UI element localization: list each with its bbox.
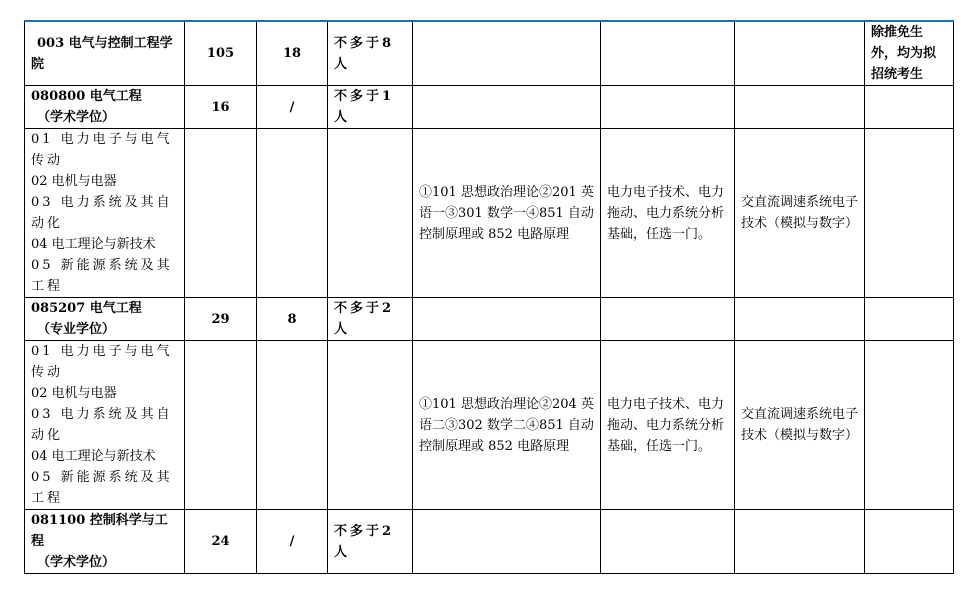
- remark-cell: 除推免生外，均为拟招统考生: [865, 21, 954, 86]
- empty-cell: [185, 341, 257, 510]
- degree-type: （学术学位）: [37, 555, 116, 570]
- exam-subjects-cell: ①101 思想政治理论②204 英语二③302 数学二④851 自动控制原理或 852 电路原理: [413, 341, 601, 510]
- empty-cell: [601, 86, 735, 129]
- empty-cell: [735, 298, 865, 341]
- direction-item: 01 电力电子与电气传动: [31, 344, 173, 380]
- cross-discipline-cell: 不多于8人: [328, 21, 413, 86]
- empty-cell: [257, 341, 328, 510]
- cross-discipline-cell: 不多于1人: [328, 86, 413, 129]
- empty-cell: [735, 510, 865, 574]
- directions-cell: [25, 341, 185, 510]
- empty-cell: [865, 129, 954, 298]
- major-code-name: 080800 电气工程: [31, 89, 142, 104]
- total-cell: 105: [185, 21, 257, 86]
- major-row: [25, 298, 954, 341]
- direction-item: 02 电机与电器: [31, 386, 117, 401]
- major-code-name: 081100 控制科学与工程: [31, 513, 168, 549]
- total-cell: 24: [185, 510, 257, 574]
- empty-cell: [601, 298, 735, 341]
- major-code-name: 085207 电气工程: [31, 301, 142, 316]
- cross-discipline-cell: 不多于2人: [328, 298, 413, 341]
- cross-discipline-cell: 不多于2人: [328, 510, 413, 574]
- empty-cell: [413, 510, 601, 574]
- direction-item: 03 电力系统及其自动化: [31, 195, 173, 231]
- equivalent-subjects-cell: 交直流调速系统电子技术（模拟与数字）: [735, 341, 865, 510]
- major-name-cell: [25, 86, 185, 129]
- recommended-cell: 18: [257, 21, 328, 86]
- major-name-cell: [25, 298, 185, 341]
- retest-subjects-cell: [601, 21, 735, 86]
- directions-row: [25, 129, 954, 298]
- recommended-cell: 8: [257, 298, 328, 341]
- exam-subjects-cell: [413, 21, 601, 86]
- empty-cell: [865, 86, 954, 129]
- recommended-cell: /: [257, 510, 328, 574]
- college-name: 003 电气与控制工程学院: [31, 35, 173, 72]
- direction-item: 04 电工理论与新技术: [31, 449, 156, 464]
- empty-cell: [865, 298, 954, 341]
- exam-subjects-cell: ①101 思想政治理论②201 英语一③301 数学一④851 自动控制原理或 852 电路原理: [413, 129, 601, 298]
- empty-cell: [257, 129, 328, 298]
- empty-cell: [735, 86, 865, 129]
- major-row: [25, 86, 954, 129]
- empty-cell: [328, 341, 413, 510]
- direction-item: 03 电力系统及其自动化: [31, 407, 173, 443]
- college-row: [25, 21, 954, 86]
- total-cell: 16: [185, 86, 257, 129]
- degree-type: （专业学位）: [37, 322, 116, 337]
- empty-cell: [185, 129, 257, 298]
- empty-cell: [865, 341, 954, 510]
- directions-cell: [25, 129, 185, 298]
- empty-cell: [865, 510, 954, 574]
- equivalent-subjects-cell: [735, 21, 865, 86]
- direction-item: 05 新能源系统及其工程: [31, 258, 173, 294]
- admissions-table: [24, 20, 954, 574]
- retest-subjects-cell: 电力电子技术、电力拖动、电力系统分析基础，任选一门。: [601, 341, 735, 510]
- direction-item: 04 电工理论与新技术: [31, 237, 156, 252]
- empty-cell: [413, 86, 601, 129]
- college-name-cell: [25, 21, 185, 86]
- total-cell: 29: [185, 298, 257, 341]
- degree-type: （学术学位）: [37, 110, 116, 125]
- recommended-cell: /: [257, 86, 328, 129]
- empty-cell: [601, 510, 735, 574]
- equivalent-subjects-cell: 交直流调速系统电子技术（模拟与数字）: [735, 129, 865, 298]
- major-row: [25, 510, 954, 574]
- direction-item: 02 电机与电器: [31, 174, 117, 189]
- direction-item: 01 电力电子与电气传动: [31, 132, 173, 168]
- direction-item: 05 新能源系统及其工程: [31, 470, 173, 506]
- empty-cell: [413, 298, 601, 341]
- empty-cell: [328, 129, 413, 298]
- major-name-cell: [25, 510, 185, 574]
- retest-subjects-cell: 电力电子技术、电力拖动、电力系统分析基础，任选一门。: [601, 129, 735, 298]
- directions-row: [25, 341, 954, 510]
